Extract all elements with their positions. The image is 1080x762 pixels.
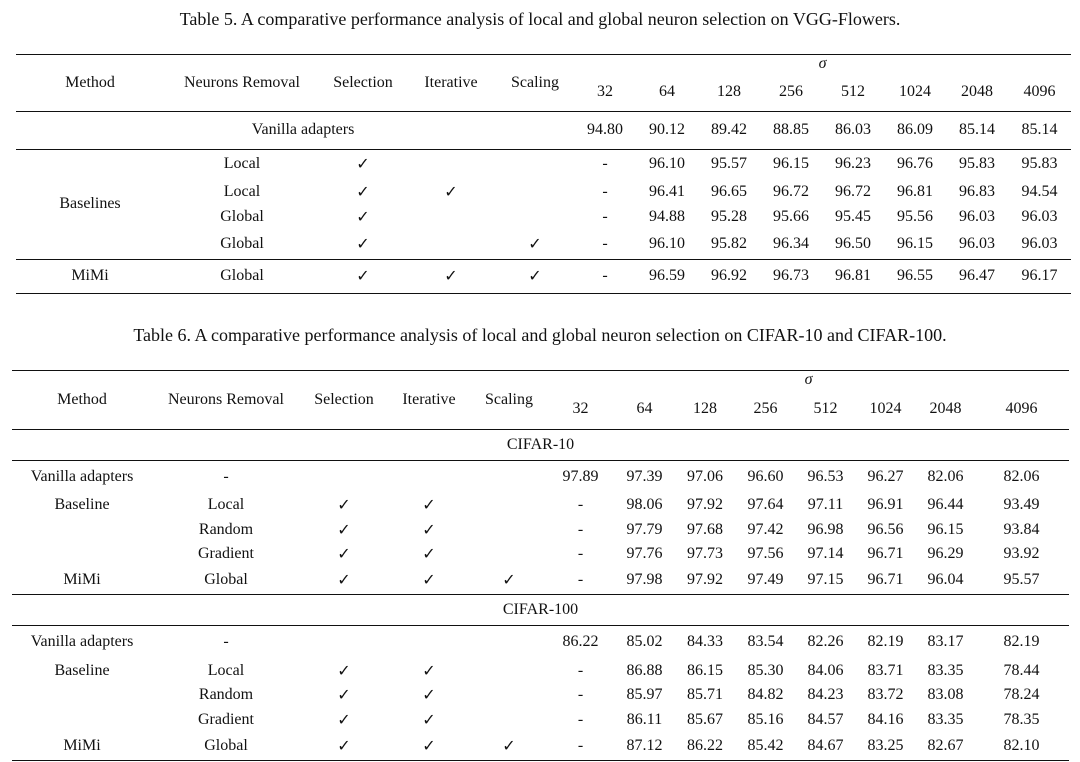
value-cell: 96.29 <box>927 545 964 563</box>
value-cell: 95.56 <box>897 207 933 225</box>
sigma-value-header: 1024 <box>869 399 902 417</box>
value-cell: 97.73 <box>687 545 723 563</box>
row-method-label <box>12 708 152 733</box>
value-cell: 97.64 <box>747 496 784 514</box>
iterative-check: ✓ <box>422 687 436 705</box>
value-cell: 97.76 <box>626 545 663 563</box>
value-cell: 96.72 <box>835 182 871 200</box>
value-cell: 96.72 <box>773 182 809 200</box>
sigma-value-header: 64 <box>659 82 675 100</box>
value-cell: 97.06 <box>687 467 723 485</box>
iterative-check: ✓ <box>422 737 436 755</box>
row-method-label: Vanilla adapters <box>251 121 355 138</box>
row-method-label: Baseline <box>54 661 110 679</box>
sigma-value-header: 512 <box>841 82 865 100</box>
table-row <box>16 179 1071 204</box>
section-header-row <box>12 595 1069 626</box>
table-row <box>12 683 1069 708</box>
table-row <box>16 149 1071 179</box>
selection-check: ✓ <box>337 662 351 680</box>
value-cell: 93.49 <box>1003 496 1040 514</box>
col-iterative-header: Iterative <box>424 73 478 91</box>
selection-check: ✓ <box>337 521 351 539</box>
value-cell: 96.03 <box>959 234 995 252</box>
value-cell: - <box>577 710 584 728</box>
value-cell: 83.35 <box>927 710 964 728</box>
iterative-check <box>406 229 496 259</box>
sigma-value-header: 32 <box>597 82 613 100</box>
iterative-check: ✓ <box>422 546 436 564</box>
value-cell: 84.82 <box>747 686 784 704</box>
value-cell: 85.14 <box>1021 121 1058 138</box>
value-cell: 96.83 <box>959 182 995 200</box>
value-cell: 96.47 <box>959 267 995 284</box>
value-cell: 97.39 <box>626 467 663 485</box>
iterative-check <box>406 204 496 229</box>
selection-check: ✓ <box>356 268 370 285</box>
value-cell: 93.92 <box>1003 545 1040 563</box>
value-cell: 85.67 <box>687 710 723 728</box>
value-cell: 82.67 <box>927 736 964 754</box>
value-cell: 88.85 <box>773 121 809 138</box>
value-cell: 97.68 <box>687 520 723 538</box>
row-method-label: Vanilla adapters <box>30 633 134 651</box>
table-row <box>12 518 1069 543</box>
scaling-check: ✓ <box>502 737 516 755</box>
sigma-value-header: 64 <box>636 399 653 417</box>
table5-caption: Table 5. A comparative performance analysis of local and global neuron selection on VGG-Flowers. <box>179 9 901 29</box>
value-cell: 96.34 <box>773 234 809 252</box>
table6-caption: Table 6. A comparative performance analysis of local and global neuron selection on CIFAR-10 and CIFAR-100. <box>133 325 947 345</box>
selection-check <box>300 626 388 659</box>
sigma-header: σ <box>818 55 827 72</box>
table-row <box>12 493 1069 518</box>
value-cell: 95.82 <box>711 234 747 252</box>
iterative-check <box>406 149 496 179</box>
scaling-check <box>496 149 574 179</box>
table6-header <box>12 371 1069 430</box>
value-cell: 86.11 <box>626 710 663 728</box>
row-method-label: Vanilla adapters <box>30 467 134 485</box>
value-cell: - <box>577 736 584 754</box>
col-method-header: Method <box>65 73 115 91</box>
value-cell: 96.15 <box>773 155 809 173</box>
col-neurons-removal-header: Neurons Removal <box>184 73 300 91</box>
value-cell: 96.04 <box>927 571 964 589</box>
value-cell: 96.92 <box>711 267 747 284</box>
selection-check: ✓ <box>337 572 351 590</box>
value-cell: 85.42 <box>747 736 784 754</box>
removal-cell: Local <box>223 155 261 173</box>
scaling-check <box>496 204 574 229</box>
value-cell: 82.19 <box>867 633 904 651</box>
iterative-check: ✓ <box>422 497 436 515</box>
sigma-value-header: 256 <box>753 399 778 417</box>
removal-cell: Global <box>204 736 248 754</box>
value-cell: 96.03 <box>1021 234 1058 252</box>
value-cell: 85.14 <box>959 121 995 138</box>
scaling-check <box>470 493 548 518</box>
row-method-label: Baseline <box>54 496 110 514</box>
value-cell: 96.73 <box>773 267 809 284</box>
table-row <box>12 567 1069 595</box>
value-cell: 96.41 <box>649 182 685 200</box>
value-cell: - <box>602 182 608 200</box>
value-cell: 96.71 <box>867 571 904 589</box>
value-cell: 94.88 <box>649 207 685 225</box>
value-cell: 96.81 <box>835 267 871 284</box>
col-selection-header: Selection <box>314 390 374 408</box>
value-cell: 86.15 <box>687 661 723 679</box>
value-cell: 85.71 <box>687 686 723 704</box>
section-title: CIFAR-10 <box>506 435 575 453</box>
value-cell: - <box>602 207 608 225</box>
value-cell: - <box>602 155 608 173</box>
value-cell: 97.42 <box>747 520 784 538</box>
value-cell: 83.25 <box>867 736 904 754</box>
value-cell: 95.57 <box>711 155 747 173</box>
value-cell: 95.28 <box>711 207 747 225</box>
table-row <box>12 708 1069 733</box>
section-header-row <box>12 429 1069 460</box>
value-cell: 97.11 <box>807 496 844 514</box>
value-cell: 96.15 <box>897 234 933 252</box>
selection-check <box>300 460 388 493</box>
table-row <box>16 229 1071 259</box>
value-cell: 86.22 <box>687 736 723 754</box>
value-cell: 96.03 <box>959 207 995 225</box>
value-cell: - <box>577 571 584 589</box>
value-cell: - <box>577 545 584 563</box>
value-cell: 94.54 <box>1021 182 1058 200</box>
value-cell: 84.33 <box>687 633 723 651</box>
iterative-check: ✓ <box>422 521 436 539</box>
table5 <box>16 54 1071 294</box>
iterative-check <box>388 626 470 659</box>
value-cell: - <box>602 234 608 252</box>
selection-check: ✓ <box>337 687 351 705</box>
scaling-check <box>470 518 548 543</box>
value-cell: 96.60 <box>747 467 784 485</box>
value-cell: 98.06 <box>626 496 663 514</box>
value-cell: 78.24 <box>1003 686 1040 704</box>
table5-mimi-group <box>16 259 1071 293</box>
scaling-check <box>470 542 548 567</box>
value-cell: 86.88 <box>626 661 663 679</box>
value-cell: - <box>577 520 584 538</box>
value-cell: 96.03 <box>1021 207 1058 225</box>
value-cell: 96.10 <box>649 234 685 252</box>
value-cell: 97.56 <box>747 545 784 563</box>
value-cell: 97.98 <box>626 571 663 589</box>
removal-cell: Gradient <box>198 545 254 563</box>
value-cell: 96.10 <box>649 155 685 173</box>
value-cell: 82.10 <box>1003 736 1040 754</box>
col-method-header: Method <box>57 390 107 408</box>
value-cell: 93.84 <box>1003 520 1040 538</box>
value-cell: 96.65 <box>711 182 747 200</box>
iterative-check: ✓ <box>444 268 458 285</box>
value-cell: 85.30 <box>747 661 784 679</box>
value-cell: 95.83 <box>1021 155 1058 173</box>
value-cell: 96.71 <box>867 545 904 563</box>
selection-check: ✓ <box>337 711 351 729</box>
scaling-check <box>496 179 574 204</box>
removal-cell: Global <box>220 234 264 252</box>
table6 <box>12 370 1069 761</box>
iterative-check <box>388 460 470 493</box>
value-cell: 84.57 <box>807 710 844 728</box>
row-method-label <box>12 542 152 567</box>
value-cell: 97.92 <box>687 571 723 589</box>
value-cell: 96.98 <box>807 520 844 538</box>
value-cell: 94.80 <box>587 121 623 138</box>
selection-check: ✓ <box>337 546 351 564</box>
value-cell: - <box>577 686 584 704</box>
value-cell: 96.76 <box>897 155 933 173</box>
value-cell: 97.92 <box>687 496 723 514</box>
sigma-value-header: 2048 <box>961 82 993 100</box>
value-cell: 96.15 <box>927 520 964 538</box>
sigma-value-header: 128 <box>717 82 741 100</box>
value-cell: 85.97 <box>626 686 663 704</box>
removal-cell: Random <box>198 520 254 538</box>
table5-vanilla-row <box>16 111 1071 149</box>
value-cell: 82.06 <box>927 467 964 485</box>
table5-header <box>16 55 1071 112</box>
value-cell: 84.23 <box>807 686 844 704</box>
selection-check: ✓ <box>337 497 351 515</box>
scaling-check: ✓ <box>528 268 542 285</box>
removal-cell: Local <box>207 661 245 679</box>
col-iterative-header: Iterative <box>402 390 456 408</box>
value-cell: 96.56 <box>867 520 904 538</box>
value-cell: 96.53 <box>807 467 844 485</box>
selection-check: ✓ <box>356 156 370 174</box>
removal-cell: - <box>223 633 229 651</box>
scaling-check: ✓ <box>502 572 516 590</box>
value-cell: 97.49 <box>747 571 784 589</box>
value-cell: 78.35 <box>1003 710 1040 728</box>
value-cell: 89.42 <box>711 121 747 138</box>
sigma-value-header: 128 <box>693 399 717 417</box>
value-cell: 84.06 <box>807 661 844 679</box>
value-cell: 96.27 <box>867 467 904 485</box>
table-row <box>16 259 1071 293</box>
row-method-label: MiMi <box>63 736 101 754</box>
col-scaling-header: Scaling <box>511 73 559 91</box>
value-cell: 85.16 <box>747 710 784 728</box>
removal-cell: Global <box>220 207 264 225</box>
row-method-label <box>12 683 152 708</box>
value-cell: 95.57 <box>1003 571 1040 589</box>
table5-baselines-group <box>16 149 1071 259</box>
value-cell: 96.55 <box>897 267 933 284</box>
scaling-check <box>470 626 548 659</box>
value-cell: 84.16 <box>867 710 904 728</box>
value-cell: 96.91 <box>867 496 904 514</box>
row-method-label: MiMi <box>63 571 101 589</box>
col-scaling-header: Scaling <box>485 390 533 408</box>
value-cell: 97.79 <box>626 520 663 538</box>
value-cell: - <box>577 496 584 514</box>
value-cell: 82.19 <box>1003 633 1040 651</box>
sigma-value-header: 4096 <box>1005 399 1038 417</box>
scaling-check: ✓ <box>528 235 542 253</box>
value-cell: 83.35 <box>927 661 964 679</box>
section-title: CIFAR-100 <box>502 601 579 618</box>
value-cell: 82.06 <box>1003 467 1040 485</box>
value-cell: 97.89 <box>562 467 599 485</box>
row-method-label <box>12 518 152 543</box>
value-cell: 96.81 <box>897 182 933 200</box>
value-cell: 96.44 <box>927 496 964 514</box>
table-row <box>12 626 1069 659</box>
value-cell: 96.50 <box>835 234 871 252</box>
value-cell: 83.71 <box>867 661 904 679</box>
value-cell: - <box>577 661 584 679</box>
removal-cell: Global <box>220 267 264 284</box>
value-cell: - <box>602 267 608 284</box>
table-row <box>12 732 1069 760</box>
scaling-check <box>470 708 548 733</box>
iterative-check: ✓ <box>422 572 436 590</box>
value-cell: 83.72 <box>867 686 904 704</box>
sigma-header: σ <box>804 371 813 388</box>
value-cell: 87.12 <box>626 736 663 754</box>
table-row <box>12 460 1069 493</box>
removal-cell: Local <box>207 496 245 514</box>
removal-cell: Random <box>198 686 254 704</box>
value-cell: 95.45 <box>835 207 871 225</box>
value-cell: 78.44 <box>1003 661 1040 679</box>
value-cell: 82.26 <box>807 633 844 651</box>
value-cell: 97.15 <box>807 571 844 589</box>
scaling-check <box>470 659 548 684</box>
value-cell: 84.67 <box>807 736 844 754</box>
removal-cell: Global <box>204 571 248 589</box>
value-cell: 90.12 <box>649 121 685 138</box>
value-cell: 83.08 <box>927 686 964 704</box>
value-cell: 95.83 <box>959 155 995 173</box>
selection-check: ✓ <box>356 208 370 226</box>
iterative-check: ✓ <box>444 183 458 201</box>
table-row <box>16 204 1071 229</box>
value-cell: 83.54 <box>747 633 784 651</box>
value-cell: 86.22 <box>562 633 599 651</box>
value-cell: 96.59 <box>649 267 685 284</box>
sigma-value-header: 4096 <box>1023 82 1056 100</box>
value-cell: 85.02 <box>626 633 663 651</box>
sigma-value-header: 1024 <box>899 82 931 100</box>
value-cell: 86.03 <box>835 121 871 138</box>
value-cell: 96.17 <box>1021 267 1058 284</box>
col-selection-header: Selection <box>333 73 393 91</box>
sigma-value-header: 2048 <box>929 399 962 417</box>
value-cell: 86.09 <box>897 121 933 138</box>
table-row <box>12 659 1069 684</box>
table6-body <box>12 429 1069 760</box>
row-method-label: Baselines <box>59 195 121 212</box>
value-cell: 83.17 <box>927 633 964 651</box>
row-method-label: MiMi <box>71 267 109 284</box>
value-cell: 96.23 <box>835 155 871 173</box>
iterative-check: ✓ <box>422 711 436 729</box>
sigma-value-header: 256 <box>779 82 803 100</box>
selection-check: ✓ <box>337 737 351 755</box>
scaling-check <box>470 683 548 708</box>
value-cell: 95.66 <box>773 207 809 225</box>
removal-cell: Local <box>223 182 261 200</box>
sigma-value-header: 32 <box>572 399 589 417</box>
sigma-value-header: 512 <box>813 399 838 417</box>
scaling-check <box>470 460 548 493</box>
col-neurons-removal-header: Neurons Removal <box>168 390 284 408</box>
table-row <box>12 542 1069 567</box>
selection-check: ✓ <box>356 183 370 201</box>
selection-check: ✓ <box>356 235 370 253</box>
removal-cell: Gradient <box>198 710 254 728</box>
value-cell: 97.14 <box>807 545 844 563</box>
removal-cell: - <box>223 467 229 485</box>
iterative-check: ✓ <box>422 662 436 680</box>
